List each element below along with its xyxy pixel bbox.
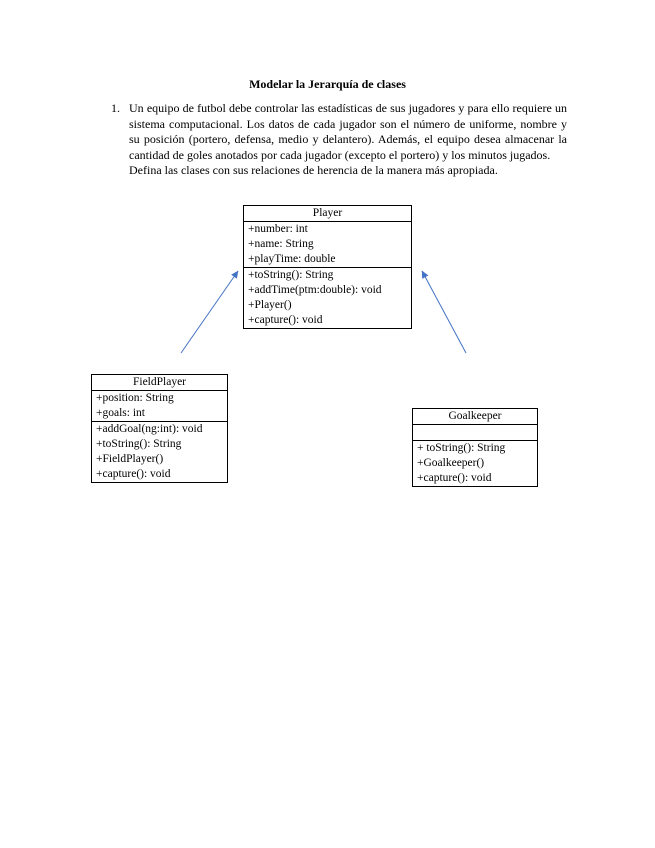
uml-attribute: +position: String (96, 392, 174, 404)
arrow-goalkeeper-to-player (422, 271, 466, 353)
page-title: Modelar la Jerarquía de clases (249, 77, 406, 91)
uml-attribute: +number: int (248, 223, 308, 235)
uml-method: +addGoal(ng:int): void (96, 423, 203, 435)
problem-paragraph: Un equipo de futbol debe controlar las estadísticas de sus jugadores y para ello requiere un sistema computacional. Los datos de cada jugador son el número de uniforme, nombre y su posición (portero, defensa, medio y delantero). Además, el equipo desea almacenar la cantidad de goles anotados por cada jugador (excepto el portero) y los minutos jugados. (129, 101, 567, 162)
problem-statement (129, 101, 567, 179)
uml-method: +capture(): void (417, 472, 492, 484)
uml-class-goalkeeper (412, 408, 538, 487)
uml-attributes (413, 425, 537, 441)
uml-method: +toString(): String (96, 438, 182, 450)
uml-method: + toString(): String (417, 442, 506, 454)
uml-attributes (244, 222, 411, 268)
uml-method: +capture(): void (96, 468, 171, 480)
problem-instruction: Defina las clases con sus relaciones de herencia de la manera más apropiada. (129, 163, 498, 177)
uml-class-name: Player (244, 206, 411, 222)
uml-method: +capture(): void (248, 314, 323, 326)
uml-method: +addTime(ptm:double): void (248, 284, 382, 296)
uml-methods (92, 422, 227, 482)
uml-attribute: +playTime: double (248, 253, 336, 265)
uml-methods (244, 268, 411, 328)
uml-method: +toString(): String (248, 269, 334, 281)
uml-class-name: Goalkeeper (413, 409, 537, 425)
uml-attribute: +goals: int (96, 407, 145, 419)
list-item-number: 1. (111, 101, 120, 115)
uml-method: +Goalkeeper() (417, 457, 485, 469)
uml-attribute: +name: String (248, 238, 314, 250)
uml-class-name: FieldPlayer (92, 375, 227, 391)
uml-method: +FieldPlayer() (96, 453, 164, 465)
uml-class-player (243, 205, 412, 329)
uml-methods (413, 441, 537, 486)
uml-class-fieldplayer (91, 374, 228, 483)
arrow-fieldplayer-to-player (181, 271, 238, 353)
uml-method: +Player() (248, 299, 292, 311)
uml-attributes (92, 391, 227, 422)
